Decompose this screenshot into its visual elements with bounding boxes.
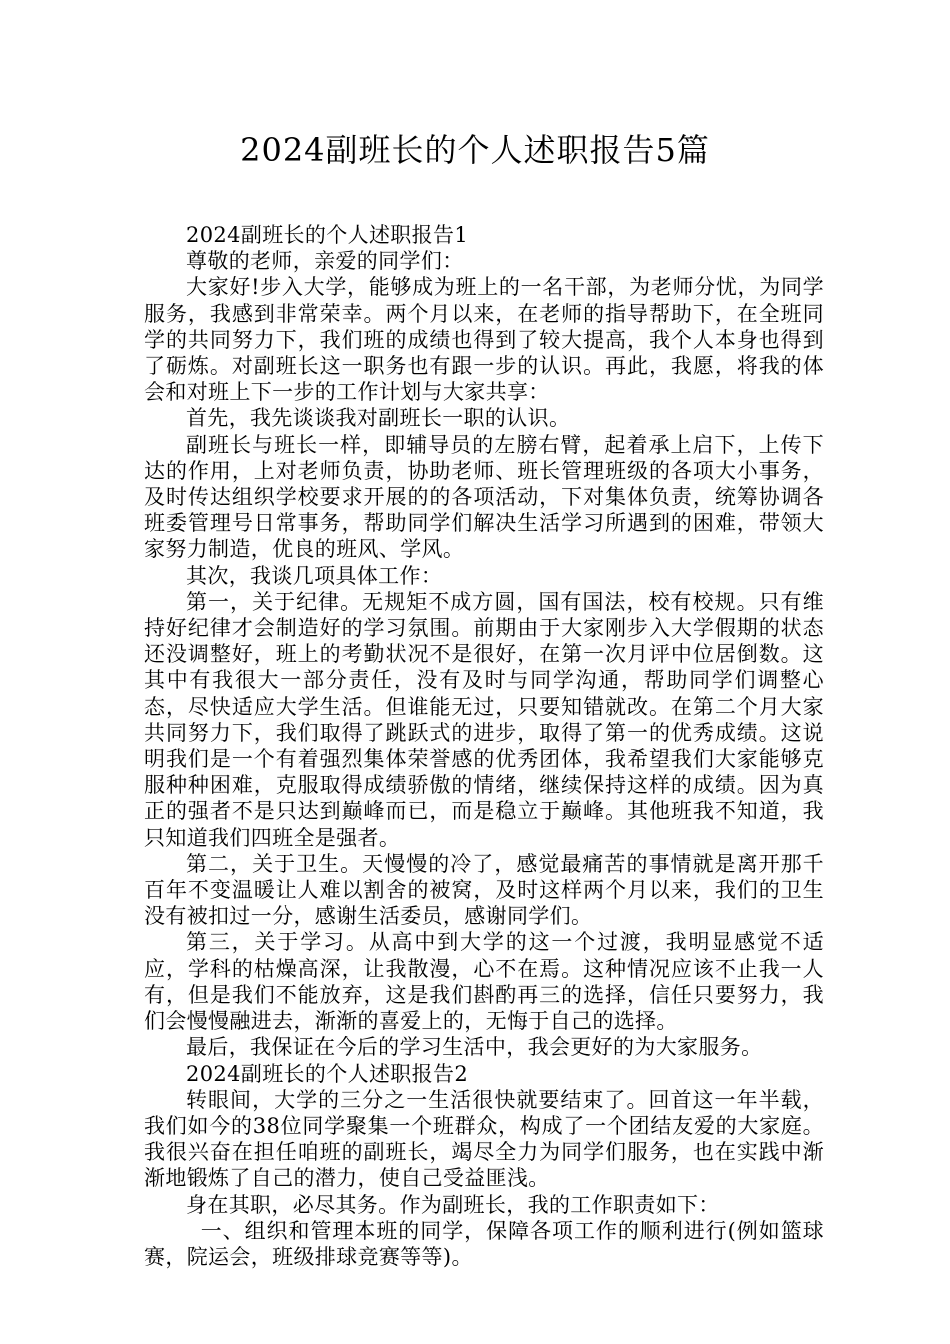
document-title: 2024副班长的个人述职报告5篇 xyxy=(240,131,710,169)
report-heading-1: 2024副班长的个人述职报告1 xyxy=(186,223,469,247)
document-body xyxy=(144,222,824,1270)
paragraph-discipline: 第一，关于纪律。无规矩不成方圆，国有国法，校有校规。只有维持好纪律才会制造好的学习氛围。前期由于大家刚步入大学假期的状态还没调整好，班上的考勤状况不是很好，在第一次月评中位居倒数。这其中有我很大一部分责任，没有及时与同学沟通，帮助同学们调整心态，尽快适应大学生活。但谁能无过，只要知错就改。在第二个月大家共同努力下，我们取得了跳跃式的进步，取得了第一的优秀成绩。这说明我们是一个有着强烈集体荣誉感的优秀团体，我希望我们大家能够克服种种困难，克服取得成绩骄傲的情绪，继续保持这样的成绩。因为真正的强者不是只达到巅峰而已，而是稳立于巅峰。其他班我不知道，我只知道我们四班全是强者。 xyxy=(144,589,824,850)
paragraph-second: 其次，我谈几项具体工作： xyxy=(186,563,443,588)
paragraph-report2-intro: 转眼间，大学的三分之一生活很快就要结束了。回首这一年半载，我们如今的38位同学聚集一个班群众，构成了一个团结友爱的大家庭。我很兴奋在担任咱班的副班长，竭尽全力为同学们服务，也在实践中渐渐地锻炼了自己的潜力，使自己受益匪浅。 xyxy=(144,1087,824,1191)
report-heading-2: 2024副班长的个人述职报告2 xyxy=(186,1061,469,1086)
paragraph-first: 首先，我先谈谈我对副班长一职的认识。 xyxy=(186,406,571,431)
paragraph-duties: 身在其职，必尽其务。作为副班长，我的工作职责如下： xyxy=(186,1192,720,1217)
paragraph-hygiene: 第二，关于卫生。天慢慢的冷了，感觉最痛苦的事情就是离开那千百年不变温暖让人难以割舍的被窝，及时这样两个月以来，我们的卫生没有被扣过一分，感谢生活委员，感谢同学们。 xyxy=(144,851,824,929)
salutation: 尊敬的老师，亲爱的同学们： xyxy=(186,249,464,274)
paragraph-role: 副班长与班长一样，即辅导员的左膀右臂，起着承上启下，上传下达的作用，上对老师负责，协助老师、班长管理班级的各项大小事务，及时传达组织学校要求开展的的各项活动，下对集体负责，统筹协调各班委管理号日常事务，帮助同学们解决生活学习所遇到的困难，带领大家努力制造，优良的班风、学风。 xyxy=(144,432,824,562)
paragraph-study: 第三，关于学习。从高中到大学的这一个过渡，我明显感觉不适应，学科的枯燥高深，让我散漫，心不在焉。这种情况应该不止我一人有，但是我们不能放弃，这是我们斟酌再三的选择，信任只要努力，我们会慢慢融进去，渐渐的喜爱上的，无悔于自己的选择。 xyxy=(144,930,824,1034)
paragraph-closing: 最后，我保证在今后的学习生活中，我会更好的为大家服务。 xyxy=(186,1035,763,1060)
paragraph-duty-1: 一、组织和管理本班的同学，保障各项工作的顺利进行(例如篮球赛，院运会，班级排球竞赛等等)。 xyxy=(144,1218,824,1269)
paragraph-intro: 大家好!步入大学，能够成为班上的一名干部，为老师分忧，为同学服务，我感到非常荣幸。两个月以来，在老师的指导帮助下，在全班同学的共同努力下，我们班的成绩也得到了较大提高，我个人本身也得到了砺炼。对副班长这一职务也有跟一步的认识。再此，我愿，将我的体会和对班上下一步的工作计划与大家共享： xyxy=(144,275,824,405)
